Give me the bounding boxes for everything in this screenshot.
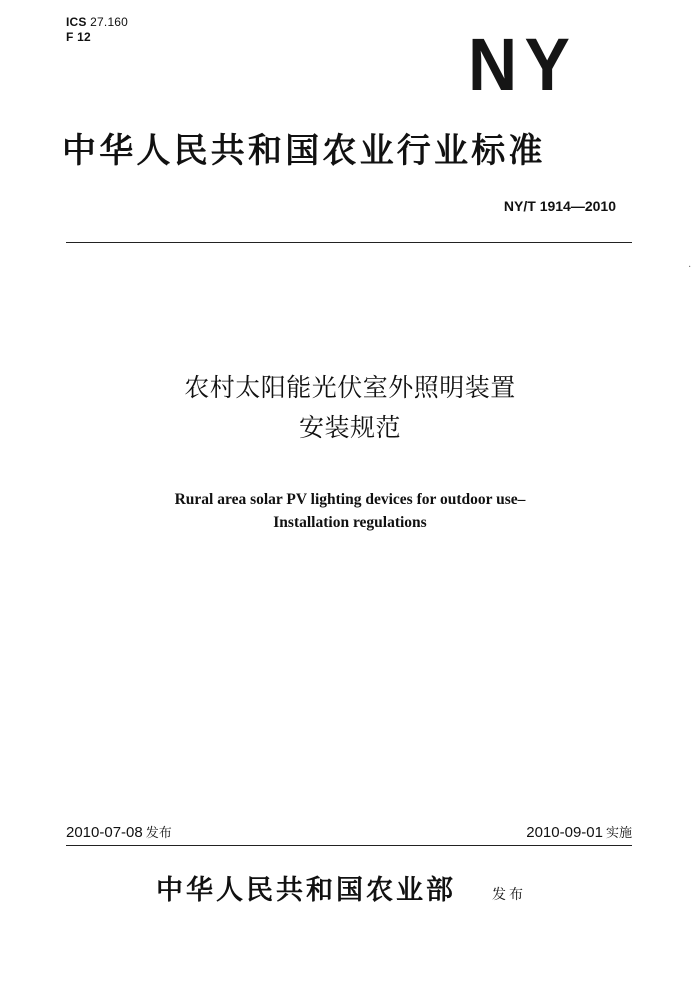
english-title-line-2: Installation regulations — [273, 514, 427, 531]
ics-label: ICS — [66, 15, 87, 29]
ccs-code: F 12 — [66, 30, 91, 44]
bottom-divider — [66, 845, 632, 846]
english-title — [0, 488, 700, 534]
ny-logo: NY — [468, 23, 578, 106]
issuing-authority: 中华人民共和国农业部 — [156, 875, 456, 906]
chinese-title-line-1: 农村太阳能光伏室外照明装置 — [184, 373, 516, 402]
issue-date — [66, 822, 172, 841]
margin-mark: · — [688, 262, 692, 273]
ics-line — [66, 15, 128, 30]
classification-codes — [66, 15, 128, 45]
implementation-date-value: 2010-09-01 — [526, 824, 603, 841]
implementation-date — [526, 822, 632, 841]
ics-code: 27.160 — [90, 15, 129, 29]
issue-date-suffix: 发布 — [145, 826, 172, 841]
industry-standard-title: 中华人民共和国农业行业标准 — [62, 131, 546, 171]
english-title-line-1: Rural area solar PV lighting devices for outdoor use– — [174, 491, 526, 508]
issuing-authority-suffix: 发布 — [492, 887, 526, 903]
issue-date-value: 2010-07-08 — [66, 824, 143, 841]
top-divider — [66, 242, 632, 243]
standard-number: NY/T 1914—2010 — [503, 198, 616, 214]
implementation-date-suffix: 实施 — [605, 826, 632, 841]
chinese-title-line-2: 安装规范 — [298, 413, 401, 442]
chinese-title — [0, 368, 700, 448]
